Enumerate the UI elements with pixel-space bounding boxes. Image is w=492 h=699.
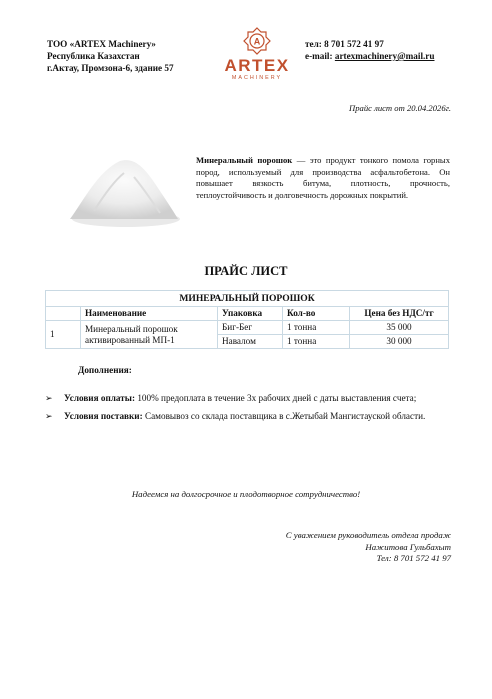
phone-number: 8 701 572 41 97: [324, 39, 384, 49]
description-text: — это продукт тонкого помола горных пород, используемый для производства асфальтобетона. Он повышает вязкость битума, плотность, прочность, теплоустойчивость и долговечность дорожных покрытий.: [196, 155, 450, 200]
signature-name: Нажитова Гульбахыт: [365, 541, 451, 552]
header-pack: Упаковка: [218, 307, 283, 321]
email-line: [305, 50, 435, 62]
logo-subtitle: MACHINERY: [231, 75, 283, 81]
table-row: [46, 321, 449, 335]
email-link[interactable]: artexmachinery@mail.ru: [334, 51, 435, 61]
arrow-bullet-icon: ➢: [45, 393, 53, 403]
signature-phone: Тел: 8 701 572 41 97: [376, 553, 451, 563]
row-price: 30 000: [350, 335, 449, 349]
extras-title: Дополнения:: [78, 365, 132, 375]
price-table: [45, 290, 449, 349]
product-name: Минеральный порошок активированный МП-1: [81, 321, 218, 349]
row-qty: 1 тонна: [283, 335, 350, 349]
header-qty: Кол-во: [283, 307, 350, 321]
list-item: [45, 389, 455, 407]
artex-emblem-icon: [242, 26, 272, 56]
contact-info: [305, 38, 435, 62]
closing-note: Надеемся на долгосрочное и плодотворное сотрудничество!: [131, 489, 361, 499]
phone-label: тел:: [305, 39, 322, 49]
row-qty: 1 тонна: [283, 321, 350, 335]
table-caption: МИНЕРАЛЬНЫЙ ПОРОШОК: [46, 291, 449, 307]
condition-text: 100% предоплата в течение 3х рабочих дней с даты выставления счета;: [135, 393, 417, 403]
row-number: 1: [46, 321, 81, 349]
logo-letter: A: [253, 36, 261, 47]
logo-wordmark: ARTEX: [224, 56, 290, 75]
company-info: [47, 38, 174, 74]
row-price: 35 000: [350, 321, 449, 335]
product-description: [196, 155, 450, 201]
signature-title: С уважением руководитель отдела продаж: [285, 530, 451, 540]
signature-block: [286, 530, 451, 565]
company-name: ТОО «ARTEX Machinery»: [47, 39, 156, 49]
phone-line: [305, 38, 435, 50]
header-num: [46, 307, 81, 321]
table-header-row: [46, 307, 449, 321]
header-price: Цена без НДС/тг: [350, 307, 449, 321]
row-pack: Навалом: [218, 335, 283, 349]
row-pack: Биг-Бег: [218, 321, 283, 335]
price-list-date: Прайс лист от 20.04.2026г.: [349, 103, 451, 113]
list-item: [45, 407, 455, 425]
email-label: e-mail:: [305, 51, 333, 61]
arrow-bullet-icon: ➢: [45, 411, 53, 421]
company-country: Республика Казахстан: [47, 51, 140, 61]
price-list-title: ПРАЙС ЛИСТ: [204, 264, 288, 278]
condition-text: Самовывоз со склада поставщика в с.Жетыбай Мангистауской области.: [142, 411, 426, 421]
header-name: Наименование: [81, 307, 218, 321]
condition-label: Условия поставки:: [64, 411, 143, 421]
condition-label: Условия оплаты:: [64, 393, 136, 403]
mineral-powder-image: [64, 151, 182, 229]
table-caption-row: [46, 291, 449, 307]
artex-logo: [222, 26, 292, 82]
description-term: Минеральный порошок: [196, 155, 293, 165]
company-address: г.Актау, Промзона-6, здание 57: [47, 63, 174, 73]
